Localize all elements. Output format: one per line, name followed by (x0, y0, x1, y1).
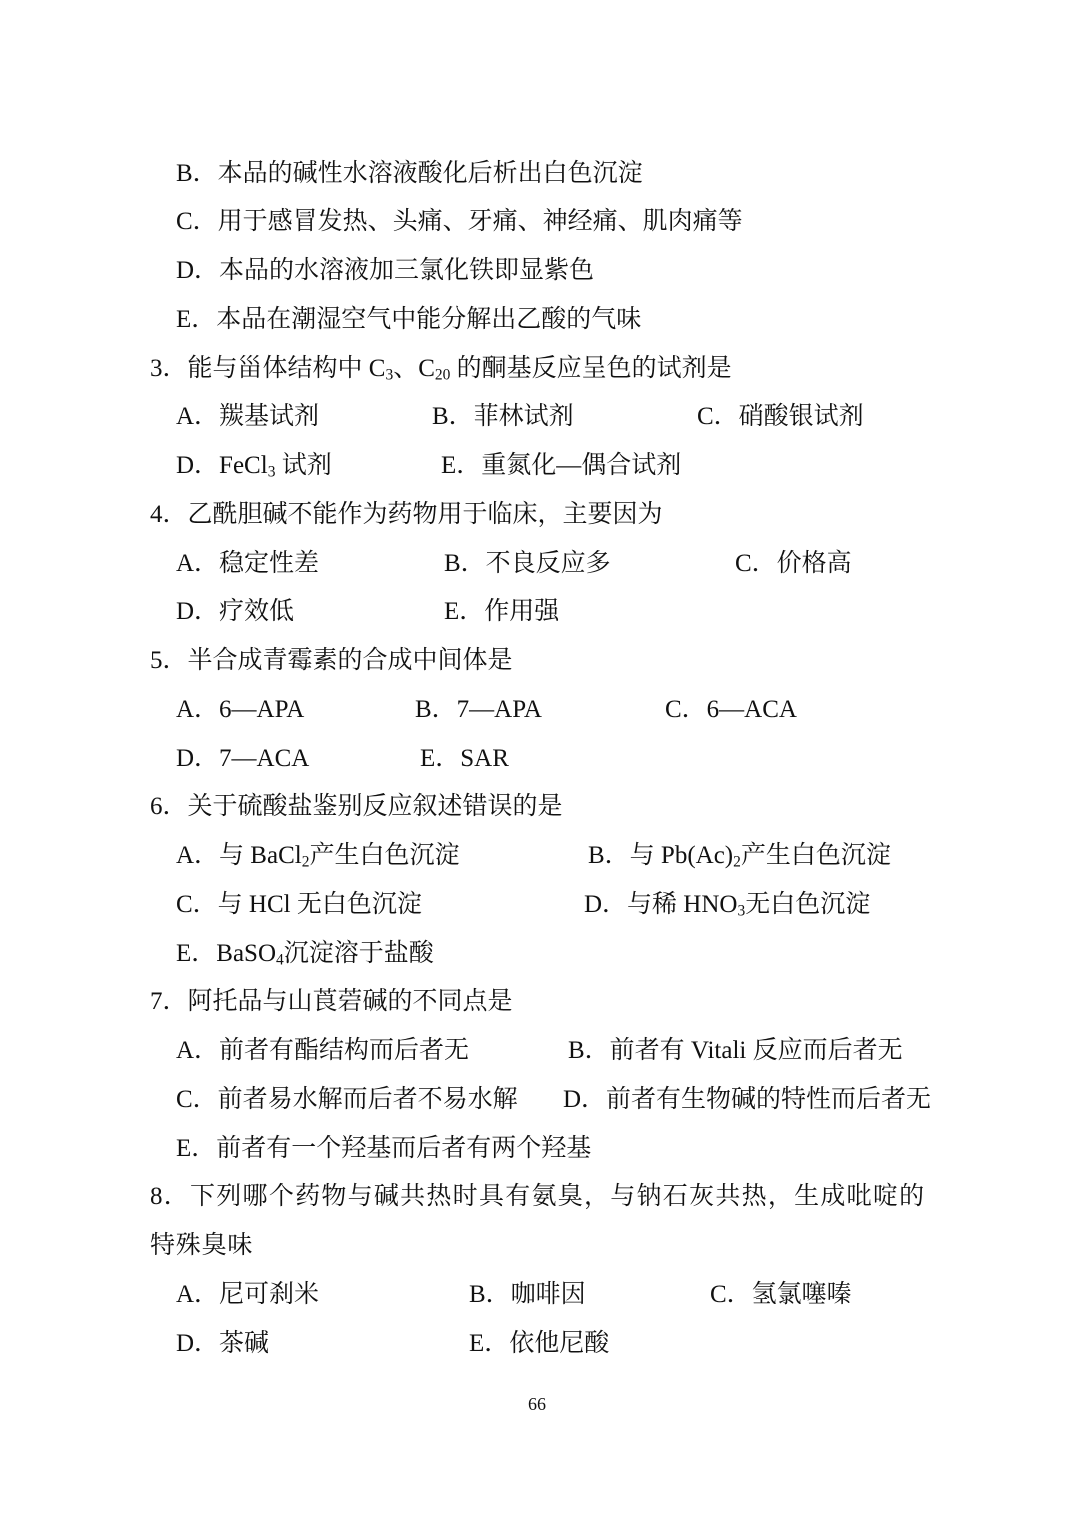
q3-option-d (176, 442, 332, 491)
q4-option-d: D．疗效低 (176, 598, 295, 626)
q2-option-d: D．本品的水溶液加三氯化铁即显紫色 (176, 257, 595, 285)
q6-option-d (584, 881, 870, 930)
q4-stem-row (0, 491, 1074, 540)
q6-stem-row (0, 783, 1074, 832)
q6-option-a-part: A．与 BaCl (176, 842, 302, 870)
q6-option-a-subscript: 2 (301, 853, 310, 871)
q3-stem-subscript: 20 (434, 366, 451, 383)
q3-option-d-part: D．FeCl (176, 452, 268, 480)
q4-stem: 4．乙酰胆碱不能作为药物用于临床，主要因为 (150, 500, 663, 528)
q6-options-row-2 (0, 881, 1074, 930)
q2-option-e: E．本品在潮湿空气中能分解出乙酸的气味 (176, 305, 642, 333)
q8-stem-row (0, 1173, 1074, 1271)
q4-option-e: E．作用强 (444, 598, 560, 626)
q5-options-row-2 (0, 735, 1074, 784)
q4-option-c: C．价格高 (735, 549, 852, 577)
q7-stem: 7．阿托品与山莨菪碱的不同点是 (150, 988, 513, 1016)
q8-option-c: C．氢氯噻嗪 (710, 1280, 852, 1308)
q8-option-e: E．依他尼酸 (469, 1329, 610, 1357)
q2-option-b: B．本品的碱性水溶液酸化后析出白色沉淀 (176, 159, 643, 187)
q3-option-e: E．重氮化—偶合试剂 (441, 452, 682, 480)
page-number: 66 (528, 1394, 546, 1414)
q7-option-a: A．前者有酯结构而后者无 (176, 1037, 470, 1065)
q5-options-row-1 (0, 686, 1074, 735)
q6-option-d-part: D．与稀 HNO (584, 890, 738, 918)
q6-options-row-3 (0, 930, 1074, 979)
q3-option-d-part: 试剂 (275, 452, 332, 480)
q4-option-b: B．不良反应多 (444, 549, 611, 577)
q3-stem-subscript: 3 (385, 366, 394, 383)
q3-stem-part: 、C (393, 354, 435, 382)
q7-options-row-2 (0, 1076, 1074, 1125)
q6-option-b-part: B．与 Pb(Ac) (588, 842, 734, 870)
q6-option-d-part: 无白色沉淀 (745, 890, 871, 918)
q3-option-d-subscript: 3 (267, 463, 276, 481)
q2-option-row-b (0, 150, 1074, 199)
q5-stem: 5．半合成青霉素的合成中间体是 (150, 647, 513, 675)
q5-option-b: B．7—APA (415, 695, 542, 723)
q2-option-row-e (0, 296, 1074, 345)
q6-option-c: C．与 HCl 无白色沉淀 (176, 890, 422, 918)
q2-option-row-c (0, 198, 1074, 247)
q5-option-d: D．7—ACA (176, 744, 310, 772)
q3-option-b: B．菲林试剂 (432, 403, 574, 431)
q4-options-row-1 (0, 540, 1074, 589)
question-list (0, 150, 1074, 1369)
q5-option-c: C．6—ACA (665, 695, 797, 723)
q5-option-a: A．6—APA (176, 695, 305, 723)
q7-options-row-1 (0, 1027, 1074, 1076)
q6-option-d-subscript: 3 (737, 902, 746, 920)
q3-stem (150, 345, 732, 394)
q8-options-row-1 (0, 1271, 1074, 1320)
q7-option-d: D．前者有生物碱的特性而后者无 (563, 1085, 932, 1113)
q3-stem-part: 的酮基反应呈色的试剂是 (450, 354, 732, 382)
q6-option-e (176, 930, 434, 979)
q6-option-b-subscript: 2 (733, 853, 741, 871)
q7-options-row-3 (0, 1125, 1074, 1174)
q5-option-e: E．SAR (420, 744, 509, 772)
q4-options-row-2 (0, 588, 1074, 637)
q3-option-a: A．羰基试剂 (176, 403, 320, 431)
q6-option-a (176, 832, 459, 881)
q4-option-a: A．稳定性差 (176, 549, 320, 577)
q7-stem-row (0, 978, 1074, 1027)
q8-option-b: B．咖啡因 (469, 1280, 586, 1308)
q6-option-b (588, 832, 891, 881)
q6-option-b-part: 产生白色沉淀 (740, 842, 891, 870)
q6-option-e-part: 沉淀溶于盐酸 (283, 939, 434, 967)
q5-stem-row (0, 637, 1074, 686)
q8-options-row-2 (0, 1320, 1074, 1369)
q7-option-c: C．前者易水解而后者不易水解 (176, 1085, 518, 1113)
q3-options-row-2 (0, 442, 1074, 491)
q2-option-c: C．用于感冒发热、头痛、牙痛、神经痛、肌肉痛等 (176, 208, 743, 236)
q6-option-a-part: 产生白色沉淀 (309, 842, 460, 870)
q2-option-row-d (0, 247, 1074, 296)
q6-stem: 6．关于硫酸盐鉴别反应叙述错误的是 (150, 793, 563, 821)
q6-options-row-1 (0, 832, 1074, 881)
q7-option-b: B．前者有 Vitali 反应而后者无 (568, 1037, 903, 1065)
q8-option-d: D．茶碱 (176, 1329, 270, 1357)
q3-option-c: C．硝酸银试剂 (697, 403, 864, 431)
q8-stem: 8．下列哪个药物与碱共热时具有氨臭，与钠石灰共热，生成吡啶的特殊臭味 (150, 1183, 925, 1260)
q6-option-e-part: E．BaSO (176, 939, 277, 967)
q3-stem-part: 3．能与甾体结构中 C (150, 354, 386, 382)
q3-options-row-1 (0, 393, 1074, 442)
q8-option-a: A．尼可刹米 (176, 1280, 320, 1308)
q3-stem-row (0, 345, 1074, 394)
q6-option-e-subscript: 4 (276, 951, 284, 968)
q7-option-e: E．前者有一个羟基而后者有两个羟基 (176, 1134, 592, 1162)
